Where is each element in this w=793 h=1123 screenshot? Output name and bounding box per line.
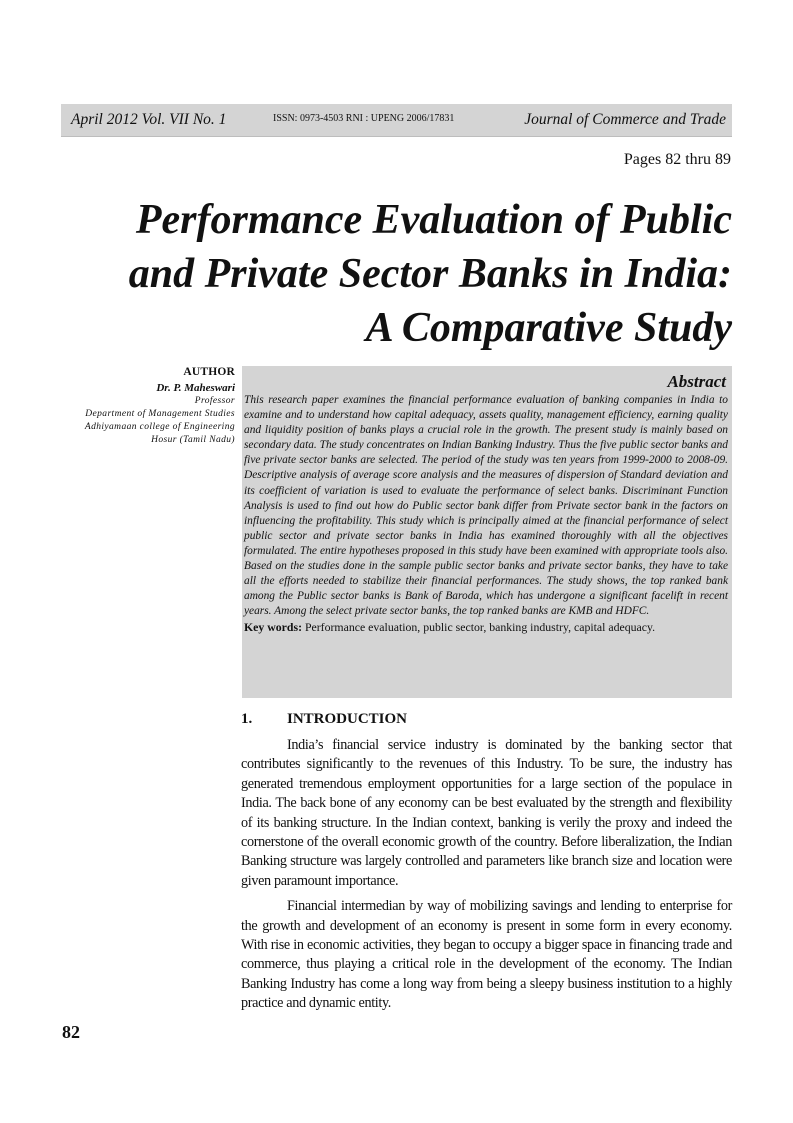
author-location: Hosur (Tamil Nadu) (151, 435, 235, 445)
abstract-text: This research paper examines the financial performance evaluation of banking companies in India to examine and to understand how capital adequacy, assets quality, management efficiency, earning quality and liquidity position of banks plays a crucial role in the growth. The present study is mainly based on secondary data. The study concentrates on Indian Banking Industry. Thus the five public sector banks and five private sector banks are selected. The period of the study was ten years from 1999-2000 to 2008-09. Descriptive analysis of average score analysis and the measures of dispersion of Standard deviation and its coefficient of variation is used to evaluate the performance of select banks. Discriminant Function Analysis is used to find out how do Public sector bank differ from Private sector bank in the factors on influencing the profitability. This study which is principally aimed at the financial performance of select public sector and private sector banks in India has examined thoroughly with all the objectives formulated. The entire hypotheses proposed in this study have been examined with appropriate tools also. Based on the studies done in the sample public sector banks and private sector banks, they have to take all the efforts needed to stabilize their financial performances. The study shows, the top ranked bank among the Public sector banks is Bank of Baroda, which has undergone a significant facelift in recent years. Among the select private sector banks, the top ranked banks are KMB and HDFC. (244, 394, 728, 618)
author-college: Adhiyamaan college of Engineering (84, 422, 235, 432)
journal-name: Journal of Commerce and Trade (524, 111, 726, 128)
abstract-box (242, 366, 732, 698)
author-department: Department of Management Studies (85, 409, 235, 419)
journal-issn: ISSN: 0973-4503 RNI : UPENG 2006/17831 (273, 113, 455, 124)
title-line-1: Performance Evaluation of Public (135, 197, 732, 243)
page-range: Pages 82 thru 89 (623, 151, 731, 168)
page-number: 82 (62, 1022, 80, 1042)
journal-issue: April 2012 Vol. VII No. 1 (71, 111, 227, 128)
abstract-heading: Abstract (667, 372, 726, 391)
title-line-3: A Comparative Study (365, 305, 732, 351)
author-block (40, 366, 235, 447)
keywords-label: Key words: (244, 620, 302, 635)
author-name: Dr. P. Maheswari (156, 382, 235, 394)
title-line-2: and Private Sector Banks in India: (128, 251, 732, 297)
paper-title (52, 193, 732, 355)
body-text (241, 736, 732, 1020)
section-number: 1. (241, 711, 253, 727)
author-heading: AUTHOR (183, 366, 235, 378)
paragraph: India’s financial service industry is dominated by the banking sector that contributes significantly to the revenues of this Industry. To be sure, the industry has generated tremendous employment opportunities for a large section of the populace in India. The back bone of any economy can be best evaluated by the strength and flexibility of its banking structure. In the Indian context, banking is verily the proxy and indeed the cornerstone of the overall economic growth of the country. Before liberalization, the Indian Banking structure was largely controlled and parameters like branch size and location were given paramount importance. (241, 737, 732, 889)
keywords (244, 620, 728, 635)
paragraph: Financial intermedian by way of mobilizing savings and lending to enterprise for the growth and development of an economy is present in some form in every economy. With rise in economic activities, they began to occupy a bigger space in financing trade and commerce, thus playing a critical role in the development of the economy. The Indian Banking Industry has come a long way from being a sleepy business institution to a highly practice and dynamic entity. (241, 898, 732, 1012)
keywords-text: Performance evaluation, public sector, banking industry, capital adequacy. (304, 620, 656, 635)
author-designation: Professor (194, 396, 235, 406)
section-heading (241, 711, 407, 728)
section-title: INTRODUCTION (287, 711, 408, 727)
running-header (61, 104, 732, 137)
